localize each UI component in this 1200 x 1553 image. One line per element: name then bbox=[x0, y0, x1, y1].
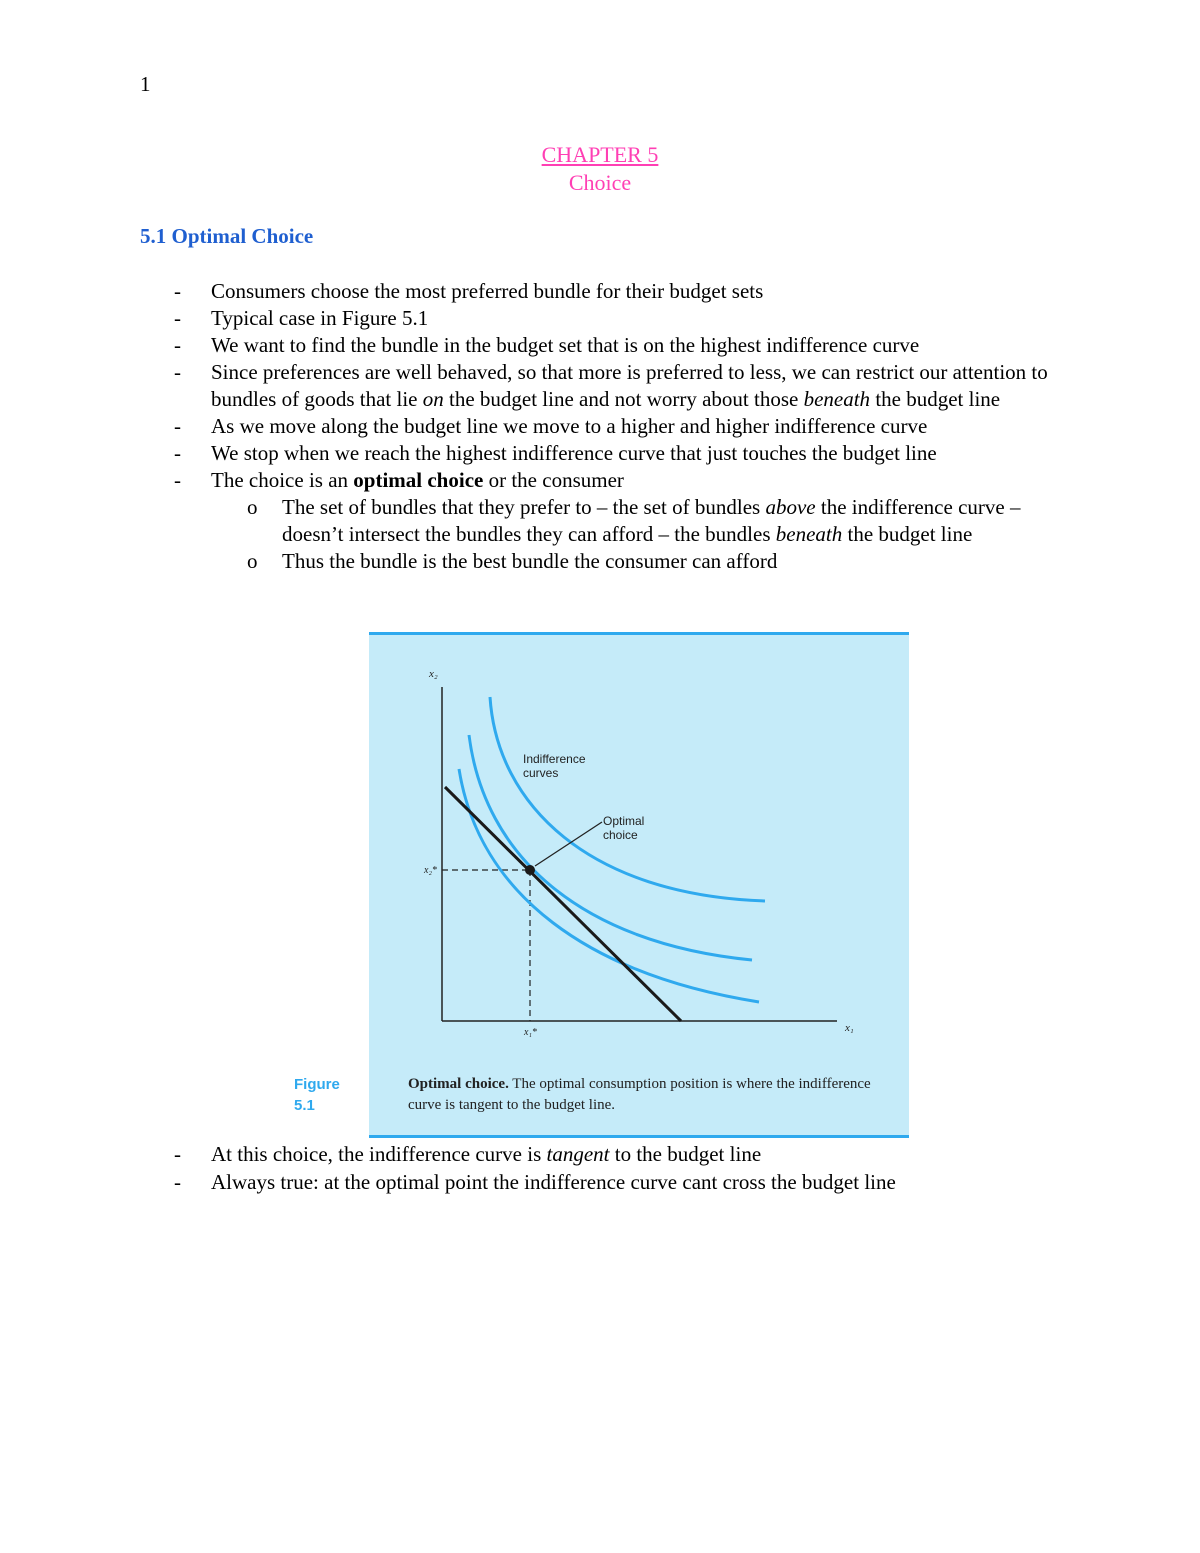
bullet-text: At this choice, the indifference curve is bbox=[211, 1142, 547, 1166]
emphasis-text: on bbox=[422, 387, 444, 411]
bullet-text: or the consumer bbox=[483, 468, 624, 492]
figure-5-1 bbox=[369, 632, 909, 1138]
x-star-label: x₁* bbox=[524, 1027, 537, 1038]
bullet-text: the budget line and not worry about those bbox=[443, 387, 804, 411]
optimal-point bbox=[525, 865, 535, 875]
y-star-label: x₂* bbox=[424, 865, 437, 876]
bullet-item bbox=[140, 332, 1060, 359]
figure-caption-bold: Optimal choice. bbox=[408, 1076, 509, 1092]
bullet-item bbox=[140, 467, 1060, 494]
bullet-item bbox=[140, 1168, 1060, 1196]
emphasis-text: beneath bbox=[803, 387, 871, 411]
sub-bullet-item bbox=[140, 548, 1060, 575]
figure-label: Figure 5.1 bbox=[294, 1076, 340, 1114]
bullet-dash: - bbox=[174, 1170, 181, 1194]
indifference-curve-mid bbox=[469, 735, 752, 960]
bullet-dash: - bbox=[174, 360, 181, 384]
emphasis-text: above bbox=[765, 495, 816, 519]
bullet-item bbox=[140, 413, 1060, 440]
figure-caption bbox=[408, 1074, 888, 1116]
bullet-dash: - bbox=[174, 441, 181, 465]
optimal-label-line2: choice bbox=[603, 828, 638, 842]
bullet-text: Since preferences are well behaved, so that more is preferred to less, we can restrict our attention to bundles of goods that lie bbox=[211, 360, 1048, 411]
bullet-text: We stop when we reach the highest indifference curve that just touches the budget line bbox=[211, 441, 937, 465]
emphasis-text: tangent bbox=[546, 1142, 610, 1166]
bullet-dash: - bbox=[174, 279, 181, 303]
curves-label-line2: curves bbox=[523, 766, 559, 780]
bullet-text: Typical case in Figure 5.1 bbox=[211, 306, 429, 330]
bullet-dash: - bbox=[174, 306, 181, 330]
bullet-text: We want to find the bundle in the budget set that is on the highest indifference curve bbox=[211, 333, 920, 357]
figure-diagram bbox=[369, 635, 909, 1141]
budget-line bbox=[445, 787, 681, 1021]
optimal-label-line1: Optimal bbox=[603, 814, 645, 828]
optimal-pointer bbox=[535, 822, 602, 866]
chapter-subtitle: Choice bbox=[568, 170, 632, 195]
bullet-item bbox=[140, 305, 1060, 332]
bullet-text: Thus the bundle is the best bundle the consumer can afford bbox=[282, 549, 778, 573]
figure-caption-text: The optimal consumption position is where the indifference curve is tangent to the budget line. bbox=[408, 1076, 871, 1113]
bullet-dash: - bbox=[174, 1142, 181, 1166]
page-number: 1 bbox=[140, 72, 151, 96]
bullet-text: Always true: at the optimal point the indifference curve cant cross the budget line bbox=[211, 1170, 896, 1194]
bullet-text: As we move along the budget line we move to a higher and higher indifference curve bbox=[211, 414, 928, 438]
bullet-text: to the budget line bbox=[609, 1142, 762, 1166]
bullet-text: the budget line bbox=[842, 522, 973, 546]
sub-bullet-marker: o bbox=[247, 549, 258, 573]
bullet-item bbox=[140, 440, 1060, 467]
bullet-list bbox=[140, 278, 1060, 575]
bullet-text: The choice is an bbox=[211, 468, 354, 492]
bullet-text: the budget line bbox=[870, 387, 1001, 411]
bullet-item bbox=[140, 1140, 1060, 1168]
chapter-title: CHAPTER 5 bbox=[541, 142, 659, 167]
bullet-item bbox=[140, 359, 1060, 413]
bullet-dash: - bbox=[174, 414, 181, 438]
bullet-dash: - bbox=[174, 333, 181, 357]
curves-label-line1: Indifference bbox=[523, 752, 586, 766]
emphasis-text: beneath bbox=[775, 522, 843, 546]
bullet-item bbox=[140, 278, 1060, 305]
sub-bullet-marker: o bbox=[247, 495, 258, 519]
sub-bullet-item bbox=[140, 494, 1060, 548]
bullet-dash: - bbox=[174, 468, 181, 492]
bold-text: optimal choice bbox=[353, 468, 484, 492]
bullet-text: The set of bundles that they prefer to – the set of bundles bbox=[282, 495, 766, 519]
section-heading: 5.1 Optimal Choice bbox=[140, 224, 314, 248]
bullet-text: the indifference curve – doesn’t intersect the bundles they can afford – the bundles bbox=[282, 495, 1021, 546]
indifference-curve-low bbox=[459, 769, 759, 1002]
bullet-list-after bbox=[140, 1140, 1060, 1196]
bullet-text: Consumers choose the most preferred bundle for their budget sets bbox=[211, 279, 764, 303]
x-axis-label: x₁ bbox=[845, 1022, 854, 1034]
y-axis-label: x₂ bbox=[429, 668, 438, 680]
